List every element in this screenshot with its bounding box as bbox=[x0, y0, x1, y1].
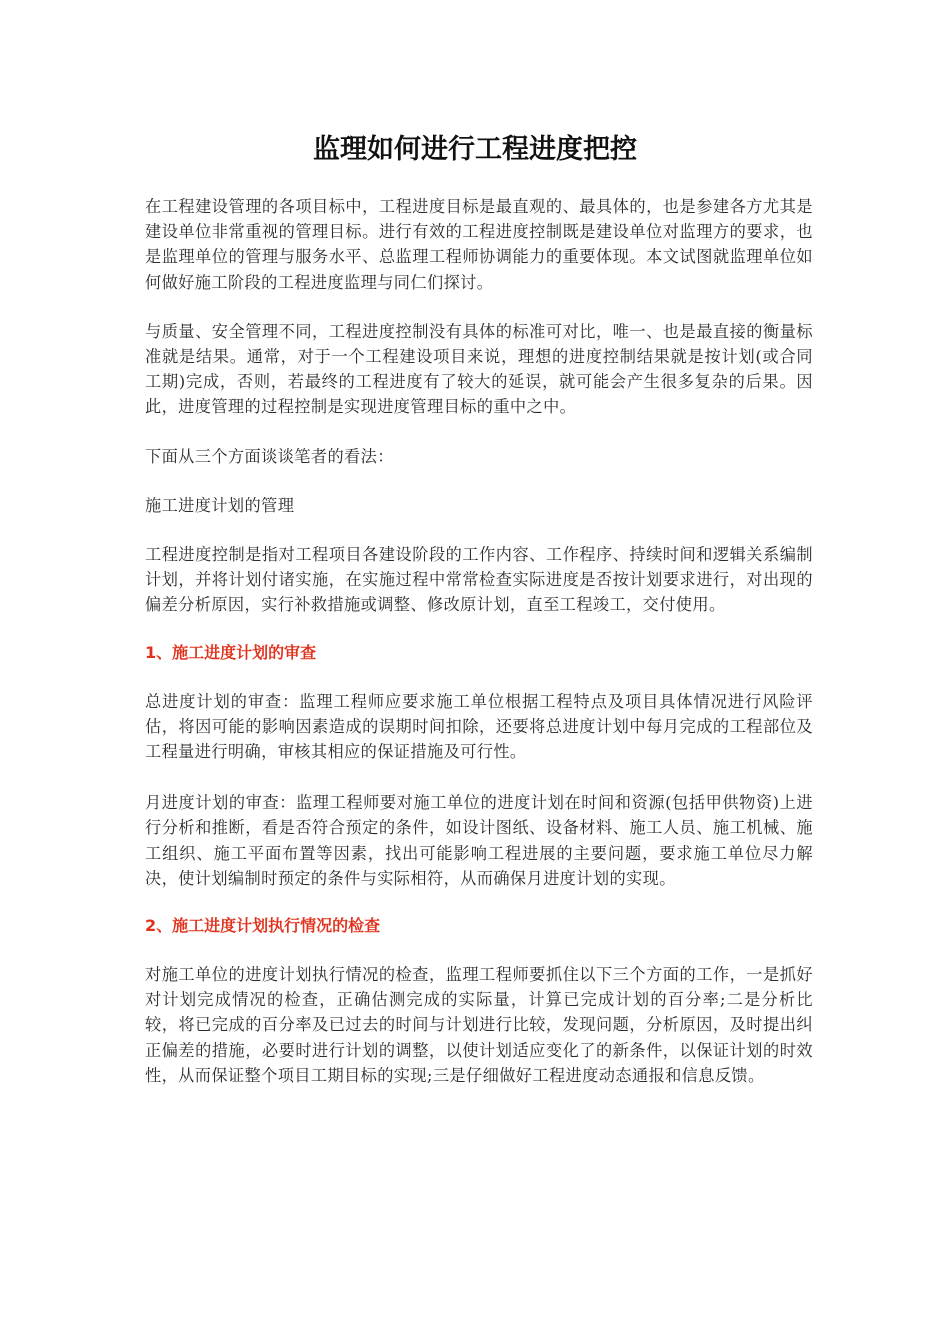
definition-paragraph: 工程进度控制是指对工程项目各建设阶段的工作内容、工作程序、持续时间和逻辑关系编制计划，并将计划付诸实施，在实施过程中常常检查实际进度是否按计划要求进行，对出现的偏差分析原因，实行补救措施或调整、修改原计划，直至工程竣工，交付使用。 bbox=[145, 545, 813, 615]
intro-paragraph: 在工程建设管理的各项目标中，工程进度目标是最直观的、最具体的，也是参建各方尤其是建设单位非常重视的管理目标。进行有效的工程进度控制既是建设单位对监理方的要求，也是监理单位的管理与服务水平、总监理工程师协调能力的重要体现。本文试图就监理单位如何做好施工阶段的工程进度监理与同仁们探讨。 bbox=[145, 197, 813, 292]
section-label-paragraph: 施工进度计划的管理 bbox=[145, 495, 295, 515]
document-body bbox=[145, 194, 813, 1088]
master-plan-review-paragraph: 总进度计划的审查：监理工程师应要求施工单位根据工程特点及项目具体情况进行风险评估，将因可能的影响因素造成的误期时间扣除，还要将总进度计划中每月完成的工程部位及工程量进行明确，审核其相应的保证措施及可行性。 bbox=[145, 691, 813, 762]
document-title: 监理如何进行工程进度把控 bbox=[313, 134, 637, 165]
section-heading-1: 1、施工进度计划的审查 bbox=[145, 642, 317, 662]
three-aspects-paragraph: 下面从三个方面谈谈笔者的看法： bbox=[145, 446, 394, 466]
monthly-plan-review-paragraph: 月进度计划的审查：监理工程师要对施工单位的进度计划在时间和资源(包括甲供物资)上进行分析和推断，看是否符合预定的条件，如设计图纸、设备材料、施工人员、施工机械、施工组织、施工平面布置等因素，找出可能影响工程进展的主要问题，要求施工单位尽力解决，使计划编制时预定的条件与实际相符，从而确保月进度计划的实现。 bbox=[145, 793, 813, 888]
section-heading-2: 2、施工进度计划执行情况的检查 bbox=[145, 916, 381, 936]
standard-paragraph: 与质量、安全管理不同，工程进度控制没有具体的标准可对比，唯一、也是最直接的衡量标准就是结果。通常，对于一个工程建设项目来说，理想的进度控制结果就是按计划(或合同工期)完成，否则，若最终的工程进度有了较大的延误，就可能会产生很多复杂的后果。因此，进度管理的过程控制是实现进度管理目标的重中之中。 bbox=[145, 321, 813, 417]
execution-check-paragraph: 对施工单位的进度计划执行情况的检查，监理工程师要抓住以下三个方面的工作，一是抓好对计划完成情况的检查，正确估测完成的实际量，计算已完成计划的百分率;二是分析比较，将已完成的百分率及已过去的时间与计划进行比较，发现问题，分析原因，及时提出纠正偏差的措施，必要时进行计划的调整，以使计划适应变化了的新条件，以保证计划的时效性，从而保证整个项目工期目标的实现;三是仔细做好工程进度动态通报和信息反馈。 bbox=[145, 965, 813, 1085]
